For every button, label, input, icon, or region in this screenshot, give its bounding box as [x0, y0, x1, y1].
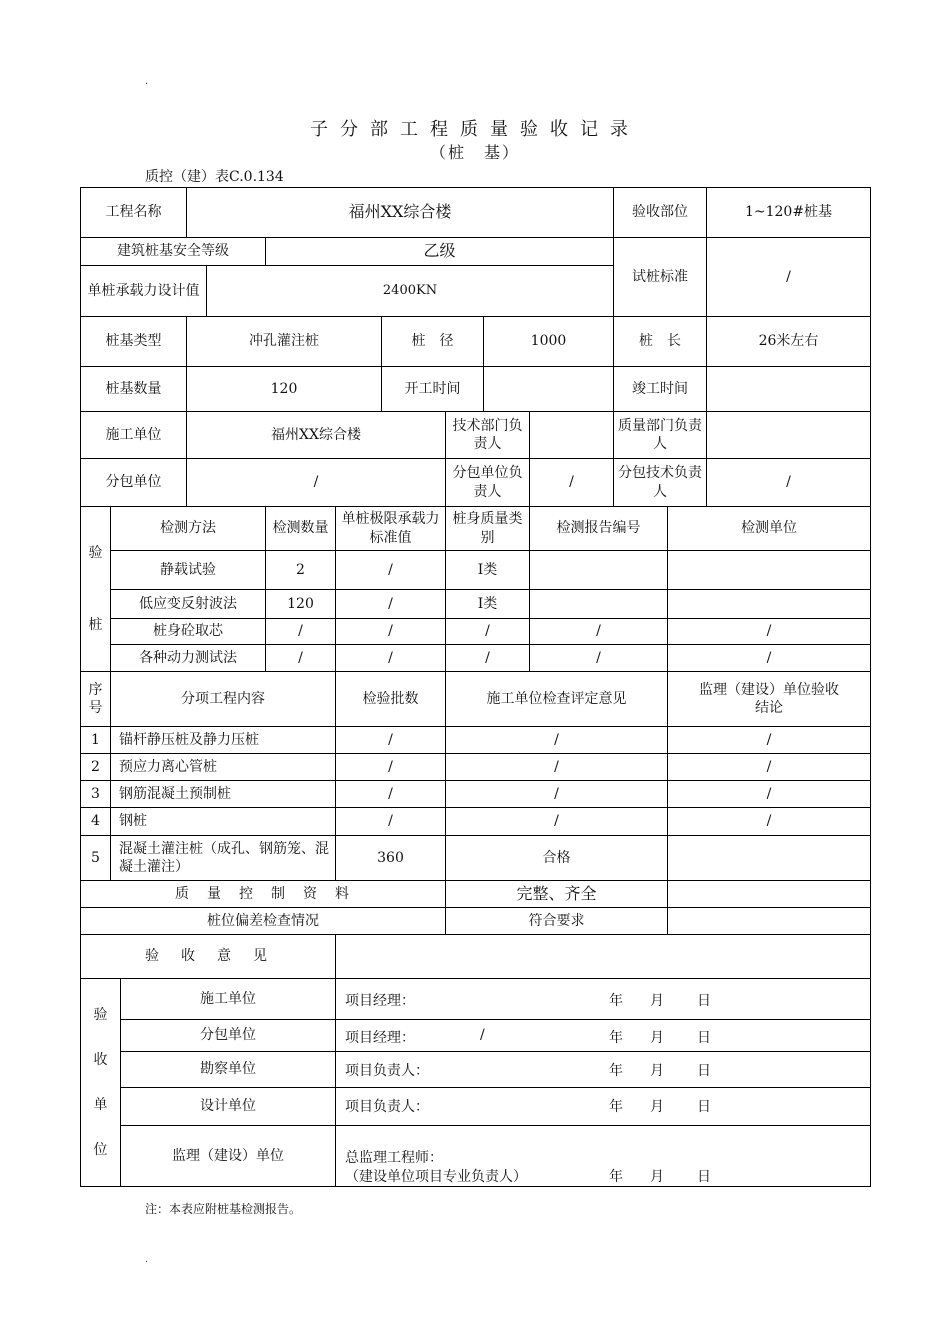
col-ultimate-capacity: 单桩极限承载力标准值 [335, 506, 446, 551]
unit-supervisor-role2: （建设单位项目专业负责人） [345, 1169, 527, 1185]
project-name-label: 工程名称 [80, 187, 187, 238]
list-item-5-batch: 360 [335, 835, 446, 881]
table-row-2-count: / [265, 618, 336, 645]
safety-grade-value: 乙级 [265, 237, 614, 266]
finish-time-label: 竣工时间 [613, 366, 707, 412]
contractor-label: 施工单位 [80, 411, 187, 459]
pile-test-side-label [80, 506, 111, 672]
table-row-0-report [529, 550, 668, 590]
table-row-1-capacity: / [335, 589, 446, 619]
unit-survey-day: 日 [697, 1063, 711, 1079]
unit-subcontractor-day: 日 [697, 1030, 711, 1046]
unit-survey-month: 月 [650, 1063, 664, 1079]
finish-time-value [706, 366, 871, 412]
sub-unit-label: 分包单位 [80, 458, 187, 507]
sub-tech-value: / [706, 458, 871, 507]
length-label: 桩 长 [613, 316, 707, 367]
unit-design-year: 年 [609, 1099, 623, 1115]
start-time-value [483, 366, 614, 412]
side-char-4: 位 [93, 1141, 108, 1158]
table-row-3-method: 各种动力测试法 [110, 644, 266, 672]
table-row-3-class: / [445, 644, 530, 672]
unit-subcontractor-role: 项目经理： [345, 1030, 415, 1046]
pile-test-side-bottom: 桩 [88, 616, 103, 633]
list-item-4-opinion: / [445, 807, 668, 836]
unit-supervisor-month: 月 [650, 1169, 664, 1185]
table-row-0-count: 2 [265, 550, 336, 590]
test-standard-label: 试桩标准 [613, 237, 707, 317]
pile-type-label: 桩基类型 [80, 316, 187, 367]
unit-subcontractor-sign-cell [335, 1019, 871, 1052]
count-value: 120 [186, 366, 382, 412]
list-item-4-content: 钢桩 [110, 807, 336, 836]
list-item-2-batch: / [335, 753, 446, 781]
count-label: 桩基数量 [80, 366, 187, 412]
unit-subcontractor-month: 月 [650, 1030, 664, 1046]
opinion-value [335, 934, 871, 979]
table-row-1-unit [667, 589, 871, 619]
unit-design-role: 项目负责人： [345, 1099, 429, 1115]
quality-head-value [706, 411, 871, 459]
col-contractor-opinion: 施工单位检查评定意见 [445, 671, 668, 727]
contractor-value: 福州XX综合楼 [186, 411, 446, 459]
form-number: 质控（建）表C.0.134 [145, 169, 284, 185]
col-test-count: 检测数量 [265, 506, 336, 551]
table-row-0-capacity: / [335, 550, 446, 590]
unit-supervisor-role: 总监理工程师： [345, 1150, 443, 1166]
table-row-3-unit: / [667, 644, 871, 672]
list-item-2-opinion: / [445, 753, 668, 781]
table-row-1-count: 120 [265, 589, 336, 619]
side-char-2: 收 [93, 1052, 108, 1069]
deviation-blank [667, 907, 871, 935]
start-time-label: 开工时间 [381, 366, 484, 412]
unit-subcontractor: 分包单位 [120, 1019, 336, 1052]
safety-grade-label: 建筑桩基安全等级 [80, 237, 266, 266]
list-item-5-no: 5 [80, 835, 111, 881]
table-row-0-unit [667, 550, 871, 590]
table-row-2-unit: / [667, 618, 871, 645]
project-name-value: 福州XX综合楼 [186, 187, 614, 238]
unit-contractor-sign-cell [335, 978, 871, 1020]
capacity-label: 单桩承载力设计值 [80, 265, 207, 317]
unit-subcontractor-value: / [480, 1027, 485, 1043]
unit-contractor-day: 日 [697, 993, 711, 1009]
sub-tech-label: 分包技术负责人 [613, 458, 707, 507]
list-item-4-batch: / [335, 807, 446, 836]
side-char-1: 验 [93, 1007, 108, 1024]
col-item-content: 分项工程内容 [110, 671, 336, 727]
pile-test-side-top: 验 [88, 544, 103, 561]
footnote: 注：本表应附桩基检测报告。 [145, 1202, 302, 1216]
list-item-5-conclusion [667, 835, 871, 881]
table-row-1-class: Ⅰ类 [445, 589, 530, 619]
list-item-2-conclusion: / [667, 753, 871, 781]
list-item-1-opinion: / [445, 726, 668, 754]
table-row-3-report: / [529, 644, 668, 672]
list-item-5-opinion: 合格 [445, 835, 668, 881]
table-row-0-method: 静载试验 [110, 550, 266, 590]
col-seq: 序号 [80, 671, 111, 727]
list-item-1-content: 锚杆静压桩及静力压桩 [110, 726, 336, 754]
page-dot-bottom: . [145, 1254, 149, 1265]
diameter-label: 桩 径 [381, 316, 484, 367]
quality-head-label: 质量部门负责人 [613, 411, 707, 459]
tech-head-value [529, 411, 614, 459]
table-row-2-class: / [445, 618, 530, 645]
tech-head-label: 技术部门负责人 [445, 411, 530, 459]
col-quality-class: 桩身质量类别 [445, 506, 530, 551]
col-test-unit: 检测单位 [667, 506, 871, 551]
table-row-3-capacity: / [335, 644, 446, 672]
unit-contractor-year: 年 [609, 993, 623, 1009]
sub-unit-value: / [186, 458, 446, 507]
list-item-4-conclusion: / [667, 807, 871, 836]
deviation-label: 桩位偏差检查情况 [80, 907, 446, 935]
page-dot-top: . [145, 76, 149, 87]
deviation-value: 符合要求 [445, 907, 668, 935]
list-item-1-batch: / [335, 726, 446, 754]
quality-data-blank [667, 880, 871, 908]
capacity-value: 2400KN [206, 265, 614, 317]
acceptance-unit-side-label [80, 978, 121, 1187]
list-item-3-content: 钢筋混凝土预制桩 [110, 780, 336, 808]
quality-data-value: 完整、齐全 [445, 880, 668, 908]
list-item-3-batch: / [335, 780, 446, 808]
list-item-4-no: 4 [80, 807, 111, 836]
unit-supervisor-day: 日 [697, 1169, 711, 1185]
sub-head-label: 分包单位负责人 [445, 458, 530, 507]
unit-survey-year: 年 [609, 1063, 623, 1079]
list-item-2-content: 预应力离心管桩 [110, 753, 336, 781]
pile-type-value: 冲孔灌注桩 [186, 316, 382, 367]
col-supervisor-conclusion: 监理（建设）单位验收结论 [667, 671, 871, 727]
unit-design-day: 日 [697, 1099, 711, 1115]
unit-survey-role: 项目负责人： [345, 1063, 429, 1079]
opinion-label: 验 收 意 见 [80, 934, 336, 979]
table-row-1-report [529, 589, 668, 619]
list-item-1-no: 1 [80, 726, 111, 754]
table-row-2-report: / [529, 618, 668, 645]
col-batch-count: 检验批数 [335, 671, 446, 727]
table-row-1-method: 低应变反射波法 [110, 589, 266, 619]
test-standard-value: / [706, 237, 871, 317]
list-item-3-conclusion: / [667, 780, 871, 808]
unit-design-month: 月 [650, 1099, 664, 1115]
table-row-3-count: / [265, 644, 336, 672]
table-row-0-class: Ⅰ类 [445, 550, 530, 590]
unit-contractor-month: 月 [650, 993, 664, 1009]
unit-survey: 勘察单位 [120, 1051, 336, 1088]
unit-subcontractor-year: 年 [609, 1030, 623, 1046]
length-value: 26米左右 [706, 316, 871, 367]
sub-head-value: / [529, 458, 614, 507]
table-row-2-capacity: / [335, 618, 446, 645]
unit-supervisor-year: 年 [609, 1169, 623, 1185]
col-report-no: 检测报告编号 [529, 506, 668, 551]
unit-contractor-role: 项目经理： [345, 993, 415, 1009]
list-item-3-no: 3 [80, 780, 111, 808]
list-item-2-no: 2 [80, 753, 111, 781]
page-subtitle: （桩 基） [429, 143, 520, 162]
page-title: 子分部工程质量验收记录 [310, 119, 640, 140]
side-char-3: 单 [93, 1096, 108, 1113]
list-item-3-opinion: / [445, 780, 668, 808]
unit-supervisor: 监理（建设）单位 [120, 1125, 336, 1187]
quality-data-label: 质 量 控 制 资 料 [80, 880, 446, 908]
list-item-5-content: 混凝土灌注桩（成孔、钢筋笼、混凝土灌注） [110, 835, 336, 881]
unit-contractor: 施工单位 [120, 978, 336, 1020]
unit-design: 设计单位 [120, 1087, 336, 1126]
acceptance-part-label: 验收部位 [613, 187, 707, 238]
list-item-1-conclusion: / [667, 726, 871, 754]
diameter-value: 1000 [483, 316, 614, 367]
acceptance-part-value: 1~120#桩基 [706, 187, 871, 238]
table-row-2-method: 桩身砼取芯 [110, 618, 266, 645]
col-test-method: 检测方法 [110, 506, 266, 551]
